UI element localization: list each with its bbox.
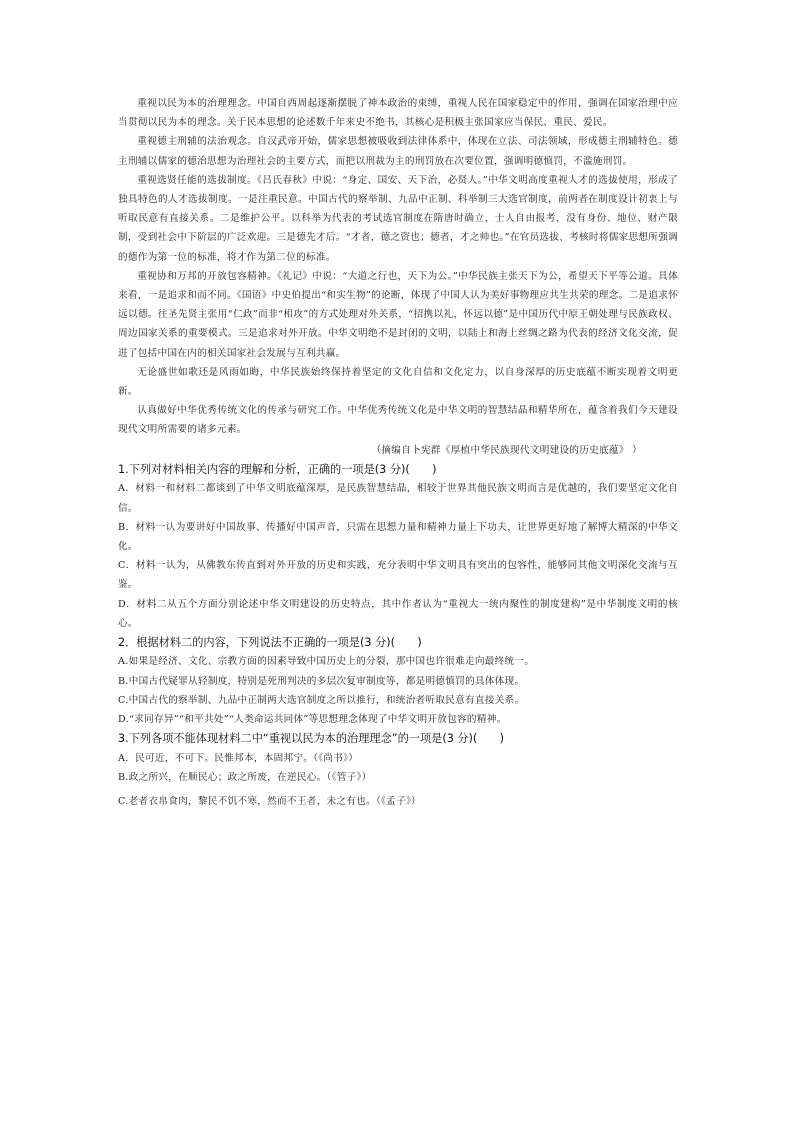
- passage-source: （摘编自卜宪群《厚植中华民族现代文明建设的历史底蕴》 ）: [371, 444, 642, 456]
- option-b: B．材料一认为要讲好中国故事、传播好中国声音，只需在思想力量和精神力量上下功夫，让世界更好地了解博大精深的中华文化。: [118, 521, 678, 552]
- option-a: A．民可近，不可下。民惟邦本，本固邦宁。（《尚书》）: [118, 752, 359, 764]
- document-page: [118, 94, 678, 811]
- question-1: [118, 460, 678, 633]
- option-b: B.中国古代疑罪从轻制度，特别是死刑判决的多层次复审制度等，都是明德慎罚的具体体现。: [118, 675, 525, 687]
- option-c: C.老者衣帛食肉，黎民不饥不寒，然而不王者，未之有也。（《孟子》）: [118, 796, 421, 808]
- question-3: [118, 729, 678, 811]
- option-a: A．材料一和材料二都谈到了中华文明底蕴深厚，是民族智慧结晶，相较于世界其他民族文明而言是优越的，我们要坚定文化自信。: [118, 483, 678, 514]
- option-a: A.如果是经济、文化、宗教方面的因素导致中国历史上的分裂，那中国也许很难走向最终统一。: [118, 656, 535, 668]
- option-c: C.中国古代的察举制、九品中正制两大选官制度之所以推行，和统治者听取民意有直接关系。: [118, 694, 525, 706]
- question-2: [118, 633, 678, 729]
- question-stem: 2．根据材料二的内容，下列说法不正确的一项是(3 分)( ): [118, 635, 422, 649]
- passage-paragraph-2: 重视德主刑辅的法治观念。自汉武帝开始，儒家思想被吸收到法律体系中，体现在立法、司法领域，形成德主刑辅特色。德主刑辅以儒家的德治思想为治理社会的主要方式，而把以刑裁为主的刑罚放在次要位置，强调明德慎罚，不滥施刑罚。: [118, 136, 678, 167]
- option-d: D.“求同存异”“和平共处”“人类命运共同体”等思想理念体现了中华文明开放包容的精神。: [118, 714, 507, 726]
- passage: [118, 94, 678, 460]
- passage-paragraph-4: 重视协和万邦的开放包容精神。《礼记》中说：“大道之行也，天下为公。”中华民族主张天下为公，希望天下平等公道。具体来看，一是追求和而不同。《国语》中史伯提出“和实生物”的论断，体现了中国人认为美好事物理应共生共荣的理念。二是追求怀远以德。往圣先贤主张用“仁政”而非“相攻”的方式处理对外关系，“招携以礼，怀远以德”是中国历代中原王朝处理与民族政权、周边国家关系的重要模式。三是追求对外开放。中华文明绝不是封闭的文明，以陆上和海上丝绸之路为代表的经济文化交流，促进了包括中国在内的相关国家社会发展与互利共赢。: [118, 270, 678, 359]
- passage-paragraph-1: 重视以民为本的治理理念。中国自西周起逐渐摆脱了神本政治的束缚，重视人民在国家稳定中的作用，强调在国家治理中应当贯彻以民为本的理念。关于民本思想的论述数千年来史不绝书，其核心是积极主张国家应当保民、重民、爱民。: [118, 98, 678, 129]
- option-c: C．材料一认为，从佛教东传直到对外开放的历史和实践，充分表明中华文明具有突出的包容性，能够同其他文明深化交流与互鉴。: [118, 560, 678, 591]
- passage-paragraph-3: 重视选贤任能的选拔制度。《吕氏春秋》中说：“身定、国安、天下治，必贤人。”中华文明高度重视人才的选拔使用，形成了独具特色的人才选拔制度。一是注重民意。中国古代的察举制、九品中正制、科举制三大选官制度，前两者在制度设计初衷上与听取民意有直接关系。二是维护公平。以科举为代表的考试选官制度在隋唐时确立，士人自由报考，没有身份、地位、财产限制，受到社会中下阶层的广泛欢迎。三是德先才后。“才者，德之资也；德者，才之帅也。”在官员选拔、考核时将儒家思想所强调的德作为第一位的标准，将才作为第二位的标准。: [118, 174, 678, 263]
- option-d: D．材料二从五个方面分别论述中华文明建设的历史特点，其中作者认为“重视大一统内聚性的制度建构”是中华制度文明的核心。: [118, 598, 678, 629]
- option-b: B.政之所兴，在顺民心；政之所废，在逆民心。（《管子》）: [118, 772, 372, 783]
- passage-paragraph-6: 认真做好中华优秀传统文化的传承与研究工作。中华优秀传统文化是中华文明的智慧结晶和精华所在，蕴含着我们今天建设现代文明所需要的诸多元素。: [118, 405, 678, 436]
- question-stem: 1.下列对材料相关内容的理解和分析，正确的一项是(3 分)( ): [118, 462, 437, 476]
- question-stem: 3.下列各项不能体现材料二中“重视以民为本的治理理念”的一项是(3 分)( ): [118, 732, 505, 746]
- passage-paragraph-5: 无论盛世如歌还是风雨如晦，中华民族始终保持着坚定的文化自信和文化定力，以自身深厚的历史底蕴不断实现着文明更新。: [118, 366, 678, 398]
